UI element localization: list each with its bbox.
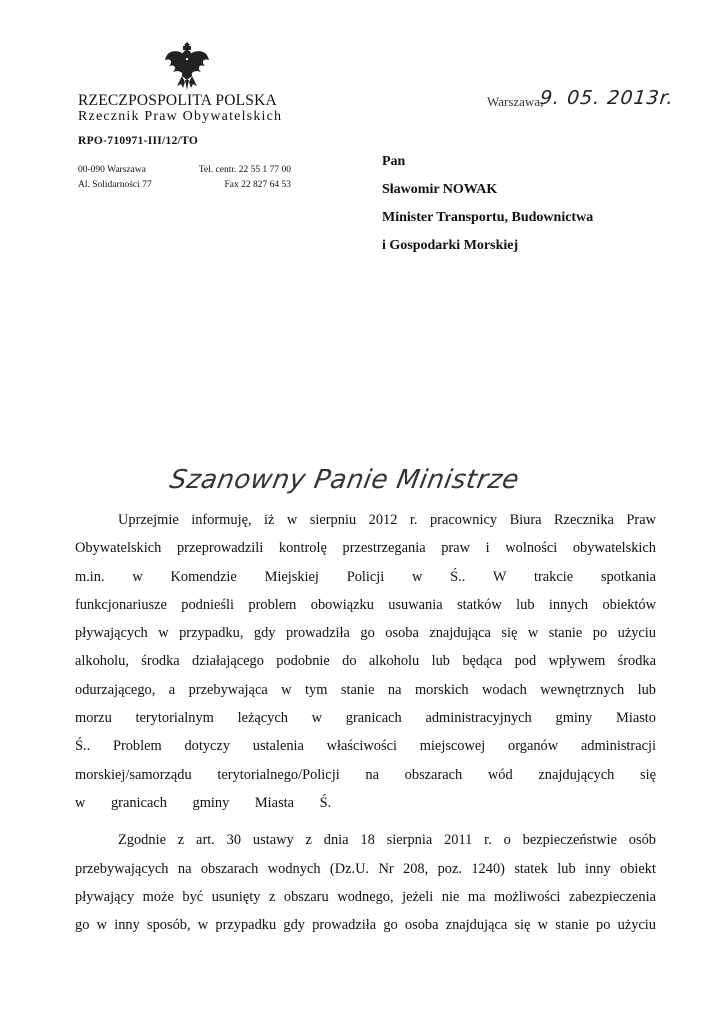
body-line: Obywatelskich przeprowadzili kontrolę przestrzegania praw i wolności obywatelskich bbox=[75, 540, 656, 557]
addressee-salutation: Pan bbox=[382, 154, 406, 169]
body-line: morzu terytorialnym leżących w granicach administracyjnych gminy Miasto bbox=[75, 710, 656, 727]
body-line: m.in. w Komendzie Miejskiej Policji w Ś.. W trakcie spotkania bbox=[75, 568, 656, 585]
handwritten-greeting: Szanowny Panie Ministrze bbox=[167, 465, 522, 495]
body-line: pływający może być usunięty z obszaru wodnego, jeżeli nie ma możliwości zabezpieczenia bbox=[75, 888, 656, 905]
body-line: odurzającego, a przebywająca w tym stanie na morskich wodach wewnętrznych lub bbox=[75, 681, 656, 698]
paragraph-2 bbox=[75, 826, 656, 939]
address-postal: 00-090 Warszawa bbox=[78, 165, 146, 175]
body-line: Uprzejmie informuję, iż w sierpniu 2012 r. pracownicy Biura Rzecznika Praw bbox=[118, 512, 656, 528]
body-line: w granicach gminy Miasta Ś. bbox=[75, 794, 332, 811]
handwritten-date: 9. 05. 2013r. bbox=[538, 87, 676, 109]
body-line: Zgodnie z art. 30 ustawy z dnia 18 sierpnia 2011 r. o bezpieczeństwie osób bbox=[118, 832, 656, 849]
body-line: alkoholu, środka działającego podobnie do alkoholu lub będąca pod wpływem środka bbox=[75, 653, 656, 670]
body-line: go w inny sposób, w przypadku gdy prowadziła go osoba znajdująca się w stanie po użyciu bbox=[75, 917, 656, 934]
body-line: Ś.. Problem dotyczy ustalenia właściwości miejscowej organów administracji bbox=[75, 738, 656, 755]
polish-eagle-emblem bbox=[163, 40, 211, 92]
addressee-title-line2: i Gospodarki Morskiej bbox=[382, 238, 519, 253]
case-reference: RPO-710971-III/12/TO bbox=[78, 135, 199, 147]
letter-body bbox=[75, 506, 656, 939]
letterhead-office: Rzecznik Praw Obywatelskich bbox=[78, 109, 283, 124]
place-label: Warszawa, bbox=[487, 94, 544, 109]
addressee-name: Sławomir NOWAK bbox=[382, 182, 498, 197]
body-line: pływających w przypadku, gdy prowadziła go osoba znajdująca się w stanie po użyciu bbox=[75, 625, 656, 642]
body-line: funkcjonariusze podnieśli problem obowiązku usuwania statków lub innych obiektów bbox=[75, 596, 656, 613]
phone-number: Tel. centr. 22 55 1 77 00 bbox=[198, 165, 291, 175]
letterhead-country: RZECZPOSPOLITA POLSKA bbox=[78, 92, 277, 109]
body-line: przebywających na obszarach wodnych (Dz.U. Nr 208, poz. 1240) statek lub inny obiekt bbox=[75, 860, 656, 877]
body-line: morskiej/samorządu terytorialnego/Policji na obszarach wód znajdujących się bbox=[75, 766, 656, 783]
paragraph-1 bbox=[75, 506, 656, 817]
address-street: Al. Solidarności 77 bbox=[78, 180, 152, 190]
addressee-block bbox=[382, 152, 593, 264]
fax-number: Fax 22 827 64 53 bbox=[224, 180, 291, 190]
addressee-title-line1: Minister Transportu, Budownictwa bbox=[382, 210, 594, 225]
